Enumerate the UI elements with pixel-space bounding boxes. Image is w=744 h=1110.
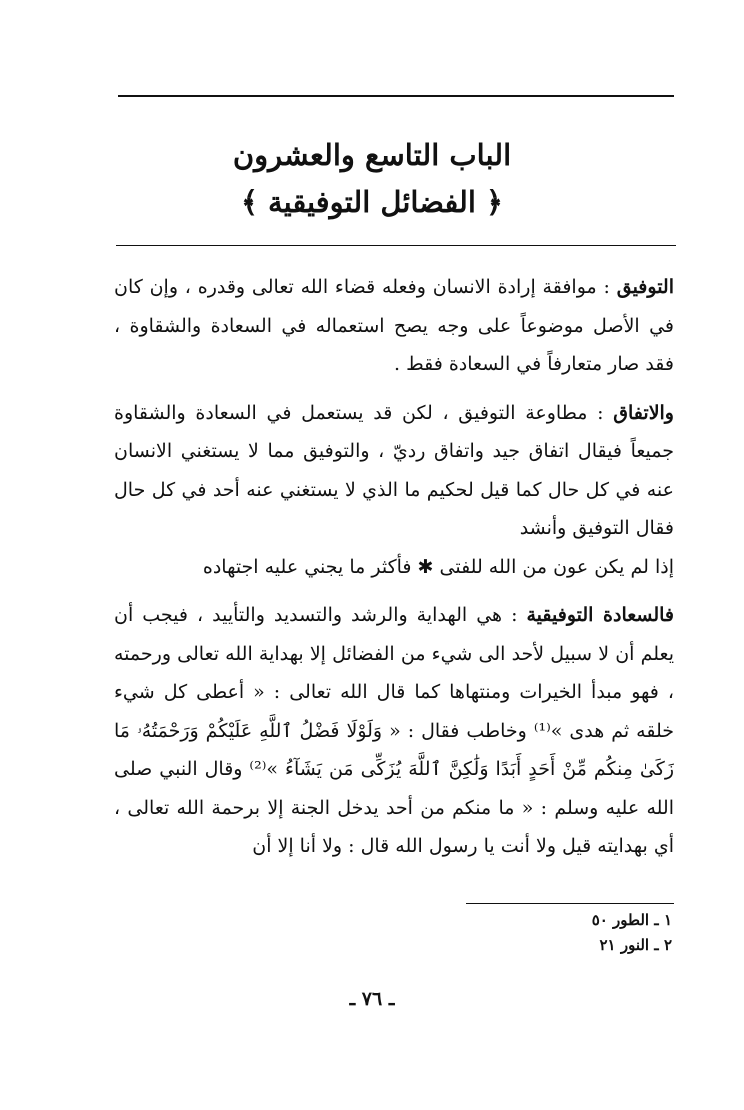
body-text	[114, 268, 674, 876]
paragraph-tawfiq-text: : موافقة إرادة الانسان وفعله قضاء الله تعالى وقدره ، وإن كان في الأصل موضوعاً على وجه يصح استعماله في السعادة والشقاوة ، فقد صار متعارفاً في السعادة فقط .	[114, 276, 674, 375]
paragraph-tawfiq	[114, 268, 674, 384]
top-rule	[118, 95, 674, 97]
paragraph-ittifaq	[114, 394, 674, 548]
footnote-1: ١ ـ الطور ٥٠	[591, 911, 672, 929]
page-number: ـ ٧٦ ـ	[349, 988, 395, 1010]
footnote-2: ٢ ـ النور ٢١	[599, 936, 672, 954]
chapter-subtitle: ﴿ الفضائل التوفيقية ﴾	[240, 185, 504, 219]
paragraph-saada-text: : هي الهداية والرشد والتسديد والتأييد ، فيجب أن يعلم أن لا سبيل لأحد الى شيء من الفضائل إلا بهداية الله تعالى ورحمته ، فهو مبدأ الخيرات ومنتهاها كما قال الله تعالى : « أعطى كل شيء خلقه ثم هدى »⁽¹⁾ وخاطب فقال : « وَلَوْلَا فَضْلُ ٱللَّهِ عَلَيْكُمْ وَرَحْمَتُهُۥ مَا زَكَىٰ مِنكُم مِّنْ أَحَدٍ أَبَدًا وَلَٰكِنَّ ٱللَّهَ يُزَكِّى مَن يَشَآءُ »⁽²⁾ وقال النبي صلى الله عليه وسلم : « ما منكم من أحد يدخل الجنة إلا برحمة الله تعالى ، أي بهدايته قيل ولا أنت يا رسول الله قال : ولا أنا إلا أن	[114, 604, 674, 857]
paragraph-saada	[114, 596, 674, 866]
poem-verse: إذا لم يكن عون من الله للفتى ✱ فأكثر ما يجني عليه اجتهاده	[202, 555, 674, 578]
paragraph-ittifaq-text: : مطاوعة التوفيق ، لكن قد يستعمل في السعادة والشقاوة جميعاً فيقال اتفاق جيد واتفاق رديّ ، والتوفيق مما لا يستغني الانسان عنه في كل حال كما قيل لحكيم ما الذي لا يستغني عنه أحد في كل حال فقال التوفيق وأنشد	[114, 401, 675, 539]
chapter-title: الباب التاسع والعشرون	[232, 138, 512, 172]
term-saada: فالسعادة التوفيقية	[526, 604, 675, 626]
title-rule	[116, 245, 676, 246]
term-tawfiq: التوفيق	[616, 276, 674, 298]
footnote-rule	[466, 903, 674, 904]
term-ittifaq: والاتفاق	[613, 401, 674, 424]
